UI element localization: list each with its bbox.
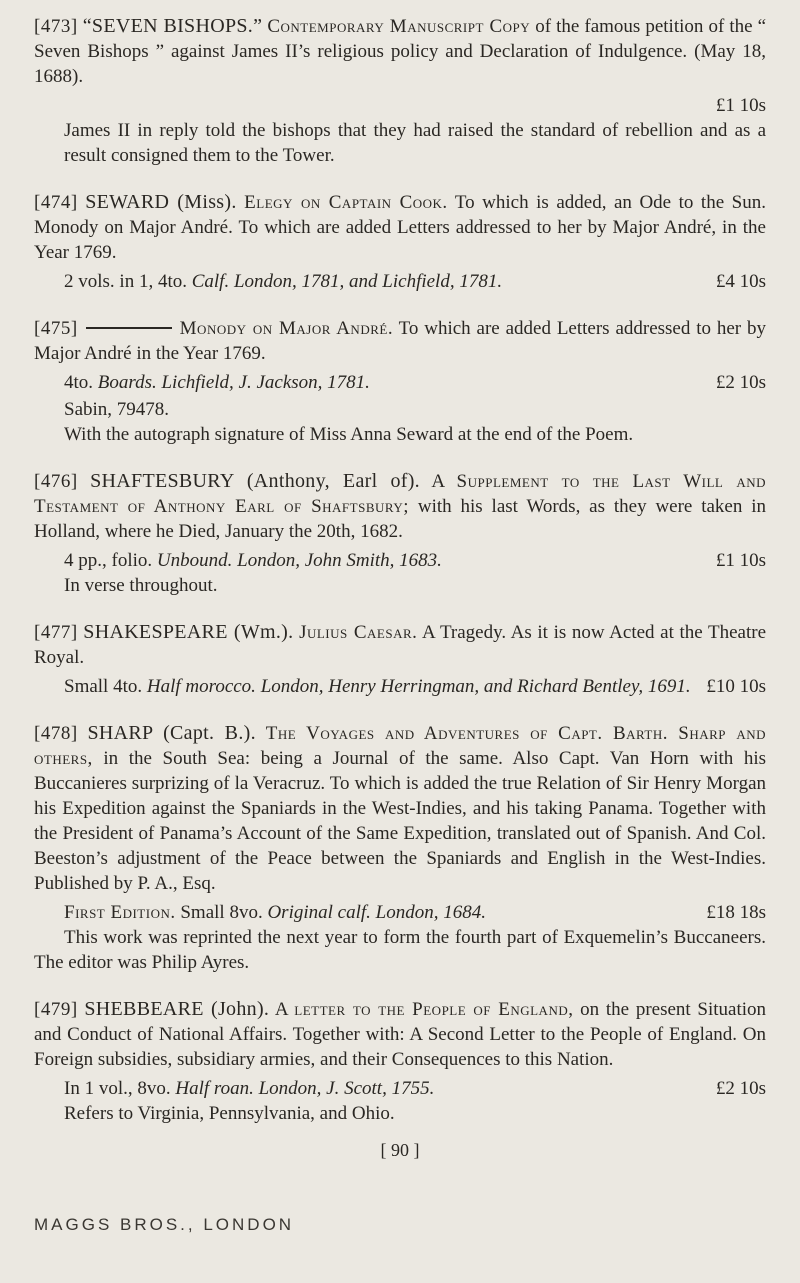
catalogue-entry-478 [34, 721, 766, 975]
entry-format: 4to. [64, 372, 94, 393]
entry-lead: Monody on Major André. [179, 318, 394, 339]
entry-price: £1 10s [715, 550, 766, 571]
entry-lead: letter to the People of England, [294, 999, 574, 1020]
entry-price: £1 10s [715, 95, 766, 116]
catalogue-entry-479 [34, 997, 766, 1126]
entry-note: In verse throughout. [64, 575, 218, 596]
entry-description: with his last Words, as they were taken in Holland, where he Died, January the 20th, 1682. [34, 496, 766, 542]
entry-imprint: London, 1684. [375, 902, 486, 923]
entry-author: SHAKESPEARE (Wm.). [83, 621, 294, 643]
entry-price: £10 10s [706, 676, 766, 697]
entry-description: on the present Situation and Conduct of National Affairs. Together with: A Second Letter to the People of England. On Foreign subsidies, subsidiary armies, and their Consequences to this Nation. [34, 999, 767, 1070]
catalogue-entry-473 [34, 14, 766, 168]
entry-article: A [419, 471, 457, 492]
entry-number: [474] [34, 192, 78, 213]
entry-note: This work was reprinted the next year to form the fourth part of Exquemelin’s Buccaneers. The editor was Philip Ayres. [34, 927, 766, 973]
entry-title [34, 721, 766, 896]
entry-format: In 1 vol., 8vo. [64, 1078, 171, 1099]
entry-title [34, 620, 766, 670]
entry-author: SHEBBEARE (John). [84, 998, 270, 1020]
entry-imprint: London, Henry Herringman, and Richard Bentley, 1691. [260, 676, 691, 697]
entry-detail-line [34, 1076, 766, 1101]
entry-detail-line [34, 93, 766, 118]
entry-lead: Contemporary Manuscript Copy [267, 16, 531, 37]
entry-imprint: London, John Smith, 1683. [237, 550, 442, 571]
entry-reference: Sabin, 79478. [64, 399, 170, 420]
entry-format: Small 8vo. [180, 902, 263, 923]
entry-detail-line [34, 900, 766, 925]
entry-format: 2 vols. in 1, 4to. [64, 271, 187, 292]
entry-binding: Calf. [191, 271, 230, 292]
entry-note: James II in reply told the bishops that they had raised the standard of rebellion and as a result consigned them to the Tower. [64, 120, 766, 166]
entry-price: £4 10s [715, 271, 766, 292]
catalogue-entry-474 [34, 190, 766, 294]
entry-format: Small 4to. [64, 676, 143, 697]
entry-binding: Boards. [97, 372, 157, 393]
entry-number: [476] [34, 471, 78, 492]
entry-lead: Elegy on Captain Cook. [244, 192, 448, 213]
entry-author: SEWARD (Miss). [85, 191, 237, 213]
entry-number: [478] [34, 723, 78, 744]
entry-number: [475] [34, 318, 78, 339]
entry-format: 4 pp., folio. [64, 550, 153, 571]
entry-title [34, 316, 766, 366]
entry-imprint: London, 1781, and Lichfield, 1781. [233, 271, 503, 292]
catalogue-entry-475 [34, 316, 766, 447]
entry-description: To which are added Letters addressed to her by Major André in the Year 1769. [34, 318, 766, 364]
entry-number: [477] [34, 622, 78, 643]
entry-lead: Supplement to the Last Will and Testament of Anthony Earl of Shaftsbury; [34, 471, 767, 517]
entry-number: [473] [34, 16, 78, 37]
entry-binding: Half morocco. [146, 676, 256, 697]
entry-description: To which is added, an Ode to the Sun. Monody on Major André. To which are added Letters addressed to her by Major André, in the Year 1769. [34, 192, 766, 263]
entry-author: SHAFTESBURY (Anthony, Earl of). [90, 470, 420, 492]
entry-note: Refers to Virginia, Pennsylvania, and Ohio. [64, 1103, 395, 1124]
entry-note: With the autograph signature of Miss Anna Seward at the end of the Poem. [64, 424, 634, 445]
entry-article: A [269, 999, 295, 1020]
entry-imprint: Lichfield, J. Jackson, 1781. [161, 372, 370, 393]
entry-price: £2 10s [715, 1078, 766, 1099]
entry-detail-line [34, 548, 766, 573]
catalogue-entry-476 [34, 469, 766, 598]
entry-lead: The Voyages and Adventures of Capt. Barth. Sharp and others, [34, 723, 767, 769]
entry-title [34, 997, 766, 1072]
entry-title [34, 14, 766, 89]
entry-number: [479] [34, 999, 78, 1020]
entry-binding: Half roan. [175, 1078, 254, 1099]
publisher-footer: MAGGS BROS., LONDON [34, 1215, 295, 1234]
ditto-dash [86, 327, 172, 329]
entry-title [34, 190, 766, 265]
entry-edition: First Edition. [64, 902, 176, 923]
entry-binding: Original calf. [267, 902, 371, 923]
catalogue-entry-477 [34, 620, 766, 699]
entry-author: SHARP (Capt. B.). [87, 722, 256, 744]
page-number: [ 90 ] [380, 1140, 420, 1160]
entry-title [34, 469, 766, 544]
entry-detail-line [34, 370, 766, 395]
entry-price: £18 18s [706, 902, 766, 923]
entry-lead: Julius Caesar. [299, 622, 418, 643]
entry-author: “SEVEN BISHOPS.” [82, 15, 263, 37]
entry-price: £2 10s [715, 372, 766, 393]
entry-binding: Unbound. [156, 550, 233, 571]
entry-detail-line [34, 269, 766, 294]
entry-description: in the South Sea: being a Journal of the same. Also Capt. Van Horn with his Buccanieres surprizing of la Veracruz. To which is added the true Relation of Sir Henry Morgan his Expedition against the Spaniards in the West-Indies, and his taking Panama. Together with the President of Panama’s Account of the Same Expedition, translated out of Spanish. And Col. Beeston’s adjustment of the Peace between the Spaniards and English in the West-Indies. Published by P. A., Esq. [34, 748, 766, 894]
entry-imprint: London, J. Scott, 1755. [258, 1078, 435, 1099]
entry-detail-line [34, 674, 766, 699]
entry-description: A Tragedy. As it is now Acted at the Theatre Royal. [34, 622, 767, 668]
entry-description: of the famous petition of the “ Seven Bishops ” against James II’s religious policy and Declaration of Indulgence. (May 18, 1688). [34, 16, 767, 87]
